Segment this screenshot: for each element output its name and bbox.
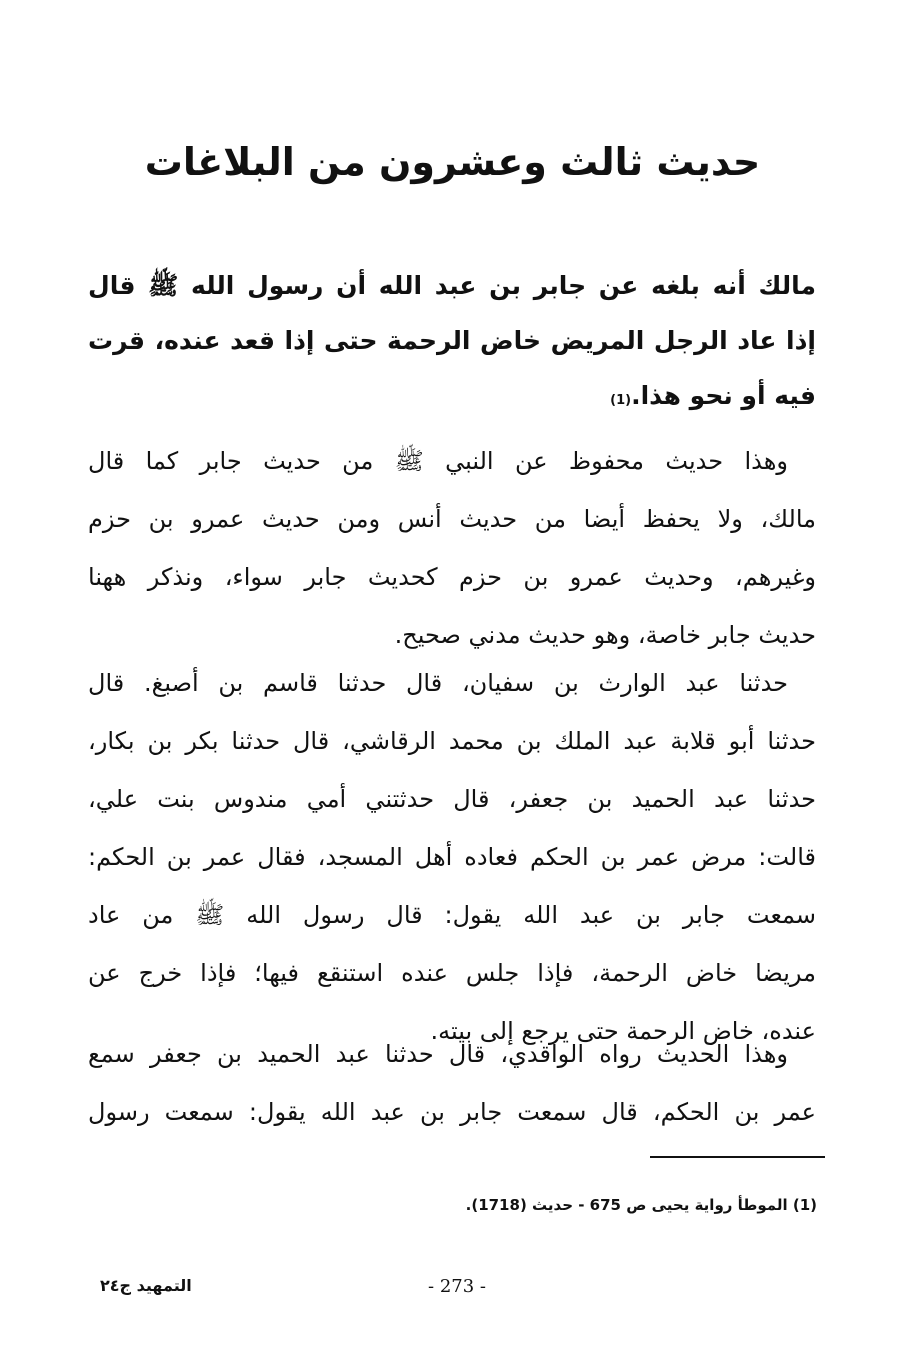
commentary-paragraph <box>88 432 816 664</box>
footnote-divider <box>650 1156 825 1158</box>
running-footer: التمهيد ج٢٤ <box>100 1276 192 1295</box>
narration-paragraph <box>88 1025 816 1141</box>
body-line: عمر بن الحكم، قال سمعت جابر بن عبد الله يقول: سمعت رسول <box>88 1098 816 1126</box>
lead-line: مالك أنه بلغه عن جابر بن عبد الله أن رسول الله ﷺ قال <box>88 271 816 300</box>
footnote: (1) الموطأ رواية يحيى ص 675 - حديث (1718). <box>465 1196 817 1214</box>
footnote-reference: (1) <box>610 393 632 408</box>
body-line: مريضا خاض الرحمة، فإذا جلس عنده استنقع فيها؛ فإذا خرج عن <box>88 959 816 987</box>
body-line: سمعت جابر بن عبد الله يقول: قال رسول الله ﷺ من عاد <box>88 901 816 929</box>
body-line: مالك، ولا يحفظ أيضا من حديث أنس ومن حديث عمرو بن حزم <box>88 505 816 533</box>
body-line: وهذا حديث محفوظ عن النبي ﷺ من حديث جابر كما قال <box>88 447 788 475</box>
body-line: عنده، خاض الرحمة حتى يرجع إلى بيته. <box>430 1017 816 1045</box>
lead-line-last <box>88 368 816 428</box>
page-title: حديث ثالث وعشرون من البلاغات <box>144 140 761 184</box>
lead-line: إذا عاد الرجل المريض خاض الرحمة حتى إذا قعد عنده، قرت <box>88 326 816 355</box>
body-line: حدثنا عبد الوارث بن سفيان، قال حدثنا قاسم بن أصبغ. قال <box>88 669 788 697</box>
body-line: حدثنا عبد الحميد بن جعفر، قال حدثتني أمي مندوس بنت علي، <box>88 785 816 813</box>
lead-paragraph <box>88 258 816 428</box>
body-line: وهذا الحديث رواه الواقدي، قال حدثنا عبد الحميد بن جعفر سمع <box>88 1040 788 1068</box>
body-line: قالت: مرض عمر بن الحكم فعاده أهل المسجد، فقال عمر بن الحكم: <box>88 843 816 871</box>
isnad-paragraph <box>88 654 816 1060</box>
page-number: - 273 - <box>428 1276 486 1297</box>
body-line: حديث جابر خاصة، وهو حديث مدني صحيح. <box>394 621 816 649</box>
body-line: حدثنا أبو قلابة عبد الملك بن محمد الرقاشي، قال حدثنا بكر بن بكار، <box>88 727 816 755</box>
body-line: وغيرهم، وحديث عمرو بن حزم كحديث جابر سواء، ونذكر ههنا <box>88 563 816 591</box>
lead-line-text: فيه أو نحو هذا. <box>631 381 816 410</box>
